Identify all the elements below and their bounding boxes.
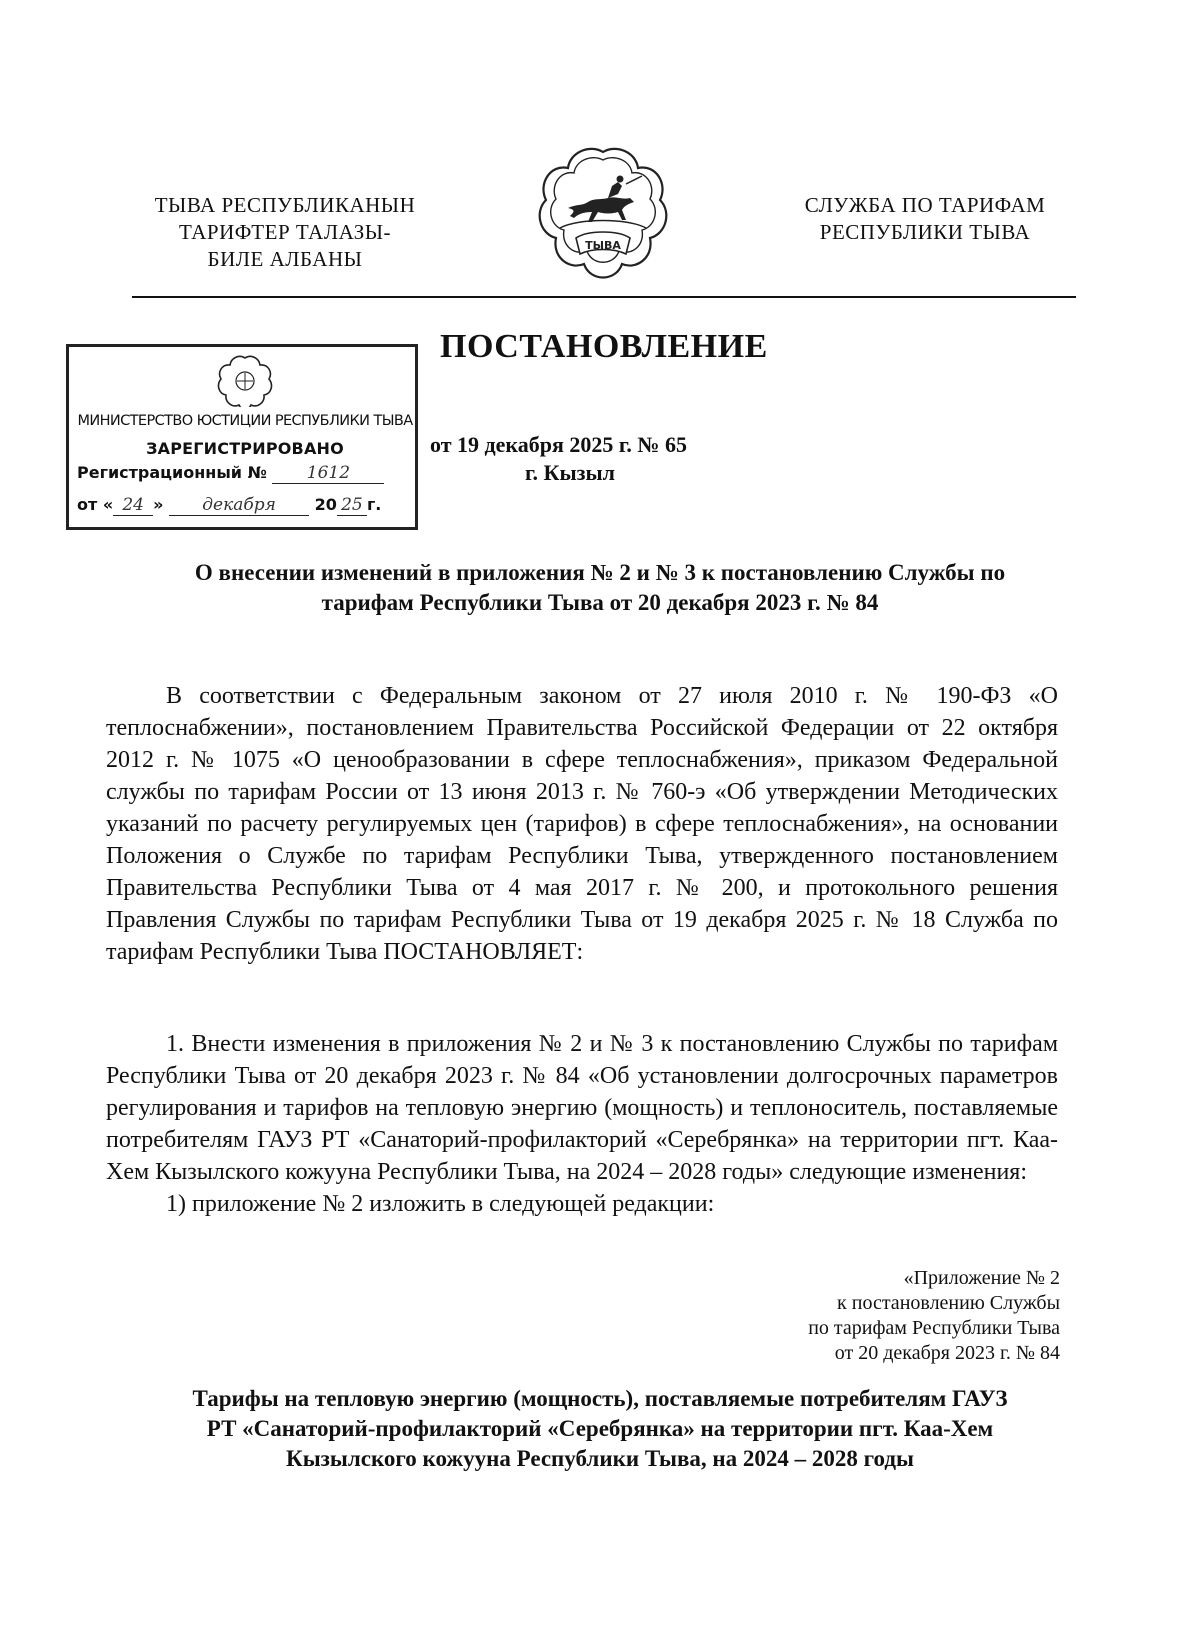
stamp-date-month: декабря [169,495,309,516]
appendix-line-2: к постановлению Службы [837,1292,1060,1314]
stamp-date-suffix: г. [366,495,382,514]
clause-1-paragraph: 1. Внести изменения в приложения № 2 и № 3 к постановлению Службы по тарифам Республики Тыва от 20 декабря 2023 г. № 84 «Об установлении долгосрочных параметров регулирования и тарифов на тепловую энергию (мощность) и теплоноситель, поставляемые потребителям ГАУЗ РТ «Санаторий-профилакторий «Серебрянка» на территории пгт. Каа-Хем Кызылского кожууна Республики Тыва, на 2024 – 2028 годы» следующие изменения: [106,1031,1058,1185]
header-right-line-1: СЛУЖБА ПО ТАРИФАМ [804,193,1046,217]
registration-stamp [66,344,418,530]
tariff-title-line-3: Кызылского кожууна Республики Тыва, на 2024 – 2028 годы [286,1446,914,1471]
emblem-label: ТЫВА [585,239,621,252]
document-city: г. Кызыл [525,460,615,485]
header-left-line-1: ТЫВА РЕСПУБЛИКАНЫН [154,193,416,217]
stamp-date-quote: » [153,495,164,514]
stamp-ministry-name: МИНИСТЕРСТВО ЮСТИЦИИ РЕСПУБЛИКИ ТЫВА [77,413,413,429]
stamp-number-label: Регистрационный № [77,463,267,482]
stamp-registration-number-row [77,463,407,484]
stamp-number-value: 1612 [272,463,384,484]
tariff-title-line-2: РТ «Санаторий-профилакторий «Серебрянка» на территории пгт. Каа-Хем [206,1416,994,1441]
stamp-date-year-prefix: 20 [314,495,337,514]
header-right-line-2: РЕСПУБЛИКИ ТЫВА [819,220,1031,244]
tariff-table-title [100,1384,1100,1474]
stamp-emblem-icon [217,355,273,407]
stamp-date-day: 24 [113,495,153,516]
header-authority-russian [760,192,1090,246]
header-left-line-2: ТАРИФТЕР ТАЛАЗЫ- [178,220,392,244]
stamp-date-year: 25 [337,495,367,516]
appendix-reference [730,1266,1060,1366]
document-title: ПОСТАНОВЛЕНИЕ [440,328,768,365]
preamble-paragraph: В соответствии с Федеральным законом от 27 июля 2010 г. № 190-ФЗ «О теплоснабжении», постановлением Правительства Российской Федерации от 22 октября 2012 г. № 1075 «О ценообразовании в сфере теплоснабжения», приказом Федеральной службы по тарифам России от 13 июня 2013 г. № 760-э «Об утверждении Методических указаний по расчету регулируемых цен (тарифов) в сфере теплоснабжения», на основании Положения о Службе по тарифам Республики Тыва, утвержденного постановлением Правительства Республики Тыва от 4 мая 2017 г. № 200, и протокольного решения Правления Службы по тарифам Республики Тыва от 19 декабря 2025 г. № 18 Служба по тарифам Республики Тыва ПОСТАНОВЛЯЕТ: [106,683,1058,965]
stamp-date-row [77,495,415,516]
stamp-date-prefix: от « [77,495,114,514]
subject-line-2: тарифам Республики Тыва от 20 декабря 2023 г. № 84 [321,590,879,615]
document-subject [100,558,1100,618]
tariff-title-line-1: Тарифы на тепловую энергию (мощность), поставляемые потребителям ГАУЗ [192,1386,1008,1411]
tuva-coat-of-arms-emblem [538,146,668,292]
appendix-line-3: по тарифам Республики Тыва [808,1317,1060,1339]
appendix-line-1: «Приложение № 2 [903,1267,1060,1289]
header-left-line-3: БИЛЕ АЛБАНЫ [207,247,363,271]
appendix-line-4: от 20 декабря 2023 г. № 84 [834,1342,1060,1364]
clause-1-item-1: 1) приложение № 2 изложить в следующей редакции: [166,1191,715,1217]
header-authority-tuvan [120,192,450,273]
document-date-number: от 19 декабря 2025 г. № 65 [430,432,688,457]
subject-line-1: О внесении изменений в приложения № 2 и № 3 к постановлению Службы по [194,560,1006,585]
stamp-status: ЗАРЕГИСТРИРОВАНО [146,439,344,458]
header-divider [132,296,1076,298]
